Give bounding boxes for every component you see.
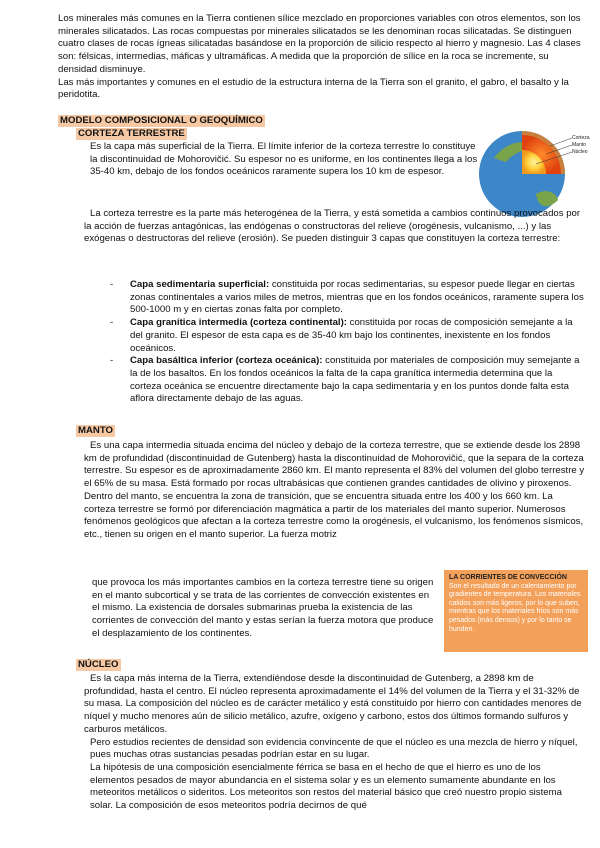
- nucleo-heading: NÚCLEO: [78, 659, 119, 670]
- earth-layers-illustration: [476, 128, 592, 220]
- label-manto: Manto: [572, 142, 586, 148]
- nucleo-body: [84, 673, 586, 813]
- manto-paragraph-1: Es una capa intermedia situada encima del núcleo y debajo de la corteza terrestre, que se extiende desde los 2898 km de profundidad (discontinuidad de Gutenberg) hasta la discontinuidad de Mohorovičić, que la separa de la corteza terrestre. Su espesor es de aproximadamente 2860 km. El manto representa el 83% del volumen del globo terrestre y el 65% de su masa. Está formado por rocas ultrabásicas que contienen grandes cantidades de olivino y piroxenos. Dentro del manto, se encuentra la zona de transición, que se encuentra situada entre los 400 y los 660 km. La corteza terrestre se formó por diferenciación magmática a partir de los materiales del manto superior. Numerosos fenómenos geológicos que afectan a la corteza terrestre como la orogénesis, el vulcanismo, los fenómenos sísmicos, etc., tienen su origen en el manto superior. La fuerza motriz: [84, 440, 585, 540]
- nucleo-paragraph-2: Pero estudios recientes de densidad son evidencia convincente de que el núcleo es una mezcla de hierro y níquel, pues muchas otras sustancias pesadas podrían estar en su lugar.: [90, 736, 578, 761]
- list-item: - Capa basáltica inferior (corteza oceánica): constituida por materiales de composición muy semejante a la de los basaltos. En los fondos oceánicos la falta de la capa granítica intermedia determina que la corteza oceánica se encuentre directamente bajo la capa sedimentaria y en los puntos donde falta esta aflora directamente debajo de las aguas.: [110, 355, 586, 406]
- nucleo-paragraph-1: Es la capa más interna de la Tierra, extendiéndose desde la discontinuidad de Gutenberg, a 2898 km de profundidad, hasta el centro. El núcleo representa aproximadamente el 14% del volumen de la Tierra y el 31-32% de su masa. La composición del núcleo es de carácter metálico y está constituido por hierro con cantidades menores de níquel y mucho menores aún de silicio metálico, azufre, oxígeno y carbono, estos dos últimos formando sulfuros y carburos metálicos.: [84, 673, 582, 735]
- callout-title: LA CORRIENTES DE CONVECCIÓN: [449, 574, 567, 581]
- model-heading: MODELO COMPOSICIONAL O GEOQUÍMICO: [60, 115, 263, 126]
- manto-paragraph-2: que provoca los más importantes cambios en la corteza terrestre tiene su origen en el manto subcortical y se trata de las corrientes de convección existentes en el mismo. La existencia de dorsales submarinas prueba la existencia de las corrientes de convección del manto y estas serían la fuerza motora que produce el desplazamiento de los continentes.: [92, 577, 434, 639]
- corteza-heading: CORTEZA TERRESTRE: [78, 128, 185, 139]
- list-item: - Capa granítica intermedia (corteza continental): constituida por rocas de composición semejante a la del granito. El espesor de esta capa es de 35-40 km bajo los continentes, inexistente en los fondos oceánicos.: [110, 317, 586, 355]
- corteza-paragraph-2: La corteza terrestre es la parte más heterogénea de la Tierra, y está sometida a cambios continuos provocados por la acción de fuerzas antagónicas, las endógenas o constructoras del relieve (orogénesis, vulcanismo, ...) y las exógenas o destructoras del relieve (erosión). Se pueden distinguir 3 capas que constituyen la corteza terrestre:: [84, 208, 581, 245]
- manto-heading: MANTO: [78, 425, 113, 436]
- intro-paragraph: Los minerales más comunes en la Tierra contienen sílice mezclado en proporciones variables con otros elementos, son los minerales silicatados. Las rocas compuestas por minerales silicatados se les denominan rocas silicatadas. Se distinguen cuatro clases de rocas ígneas silicatadas basándose en la proporción de silicio respecto al hierro y magnesio. Las 4 clases son: félsicas, intermedias, máficas y ultramáficas. A medida que la proporción de sílice en la roca se incremente, su densidad disminuye. Las más importantes y comunes en el estudio de la estructura interna de la Tierra son el granito, el gabro, el basalto y la peridotita.: [58, 13, 581, 101]
- convection-callout: [444, 570, 588, 652]
- label-nucleo: Núcleo: [572, 149, 588, 155]
- corteza-paragraph-1: Es la capa más superficial de la Tierra. El límite inferior de la corteza terrestre lo constituye la discontinuidad de Mohorovičić. Su espesor no es uniforme, en los continentes llega a los 35-40 km, debajo de los fondos oceánicos raramente supera los 10 km de espesor.: [90, 141, 478, 178]
- label-corteza: Corteza: [572, 135, 590, 141]
- corteza-layers-list: [110, 279, 586, 406]
- nucleo-paragraph-3: La hipótesis de una composición esencialmente férrica se basa en el hecho de que el hierro es uno de los elementos pesados de mayor abundancia en el sistema solar y es un elemento sumamente abundante en los meteoritos metálicos o sideritos. Los meteoritos son restos del material básico que creó nuestro propio sistema solar. La composición de esos meteoritos podría decirnos de qué: [90, 761, 562, 812]
- callout-text: Son el resultado de un calentamiento por gradientes de temperatura. Los materiales calidos son más ligeros, por lo que suben, mientras que los materiales fríos son más pesados (más densos) y por lo tanto se hunden.: [449, 582, 581, 633]
- list-item: - Capa sedimentaria superficial: constituida por rocas sedimentarias, su espesor puede llegar en ciertas zonas continentales a varios miles de metros, mientras que en los fondos oceánicos, raramente supera los 500-1000 m y en ciertas zonas falta por completo.: [110, 279, 586, 317]
